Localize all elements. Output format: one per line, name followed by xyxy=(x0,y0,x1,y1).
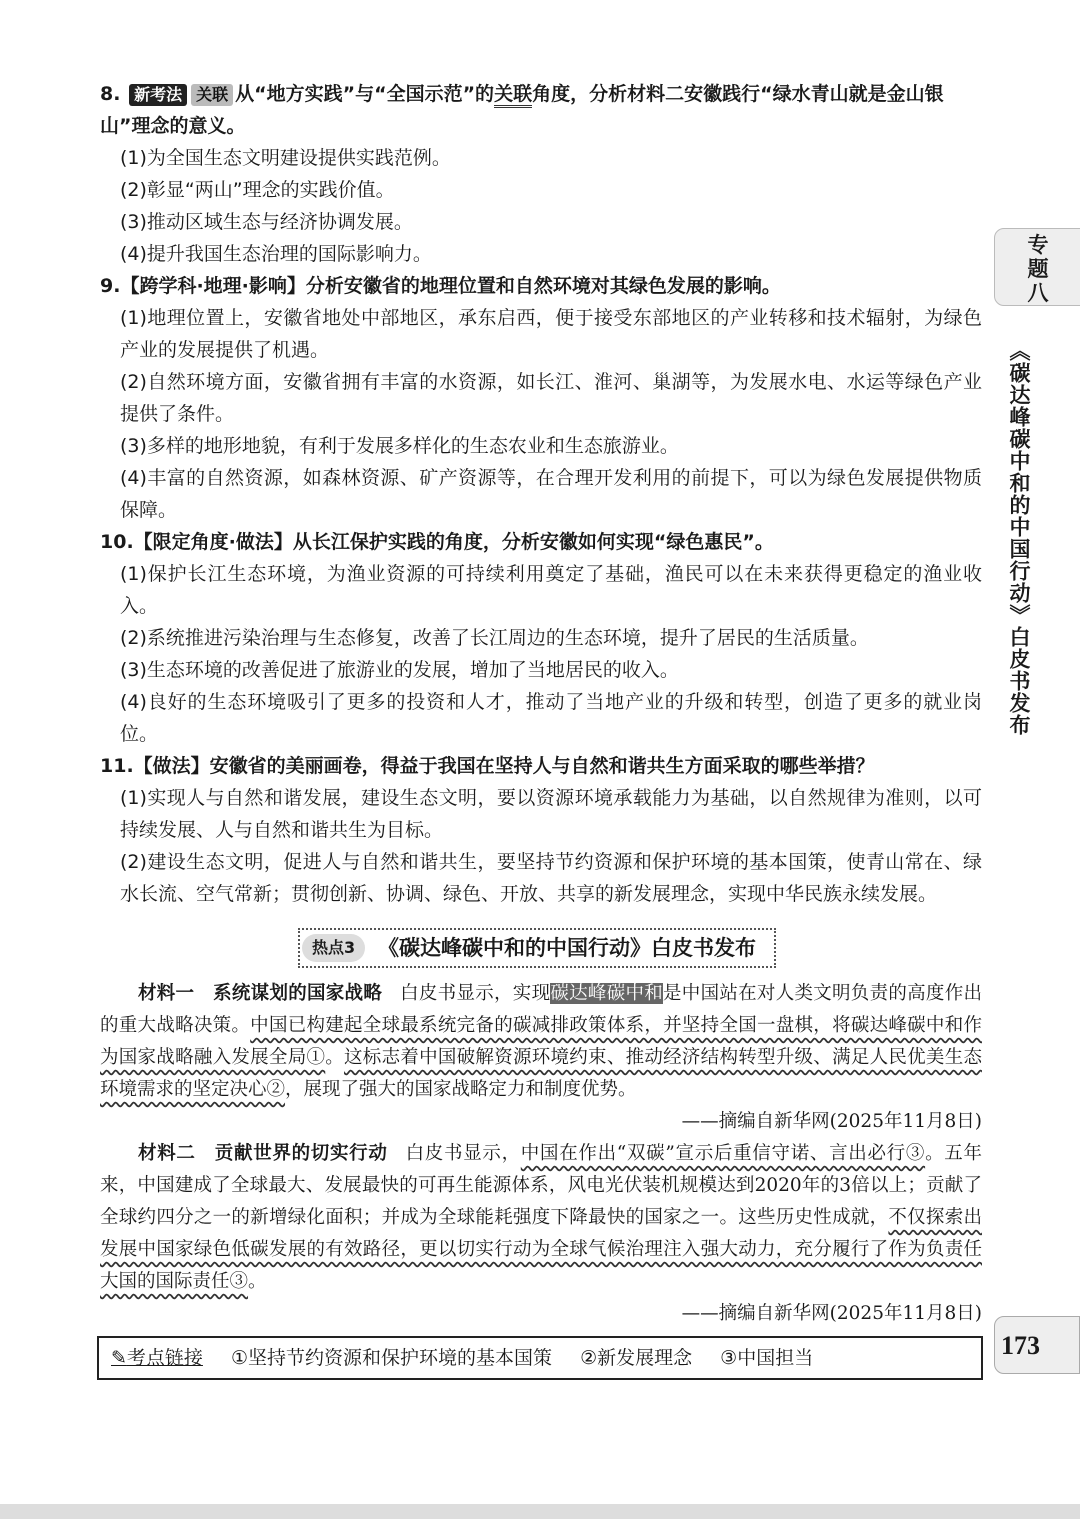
material-source: ——摘编自新华网(2025年11月8日) xyxy=(681,1303,982,1324)
hotspot-title: 《碳达峰碳中和的中国行动》白皮书发布 xyxy=(378,936,756,960)
question-number: 10. xyxy=(100,531,134,553)
answer-item: (4)良好的生态环境吸引了更多的投资和人才，推动了当地产业的升级和转型，创造了更多的就业岗位。 xyxy=(120,691,982,745)
question-8 xyxy=(100,78,982,142)
questions-section xyxy=(100,78,982,910)
hotspot-tag: 热点3 xyxy=(302,934,365,962)
answer-item: (4)丰富的自然资源，如森林资源、矿产资源等，在合理开发利用的前提下，可以为绿色发展提供物质保障。 xyxy=(120,467,982,521)
answer-item: (3)多样的地形地貌，有利于发展多样化的生态农业和生态旅游业。 xyxy=(120,435,679,457)
exam-point-item: ②新发展理念 xyxy=(580,1347,693,1369)
answer-item: (4)提升我国生态治理的国际影响力。 xyxy=(120,243,432,265)
material-text: 白皮书显示，实现 xyxy=(400,983,551,1004)
question-11 xyxy=(100,750,982,782)
answer-item: (3)生态环境的改善促进了旅游业的发展，增加了当地居民的收入。 xyxy=(120,659,679,681)
material-text: ，展现了强大的国家战略定力和制度优势。 xyxy=(285,1079,637,1100)
answer-item: (1)地理位置上，安徽省地处中部地区，承东启西，便于接受东部地区的产业转移和技术辐射，为绿色产业的发展提供了机遇。 xyxy=(120,307,982,361)
side-vertical-title: 《碳达峰碳中和的中国行动》白皮书发布 xyxy=(1007,340,1031,736)
chapter-tab-label: 专题八 xyxy=(1027,233,1049,305)
wavy-underlined-text: 不仅探索出发展中国家绿色低碳发展的有效路径，更以切实行动为全球气候治理注入强大动力，充分履行了作为负责任大国的国际责任③ xyxy=(100,1207,982,1292)
answer-item: (2)彰显“两山”理念的实践价值。 xyxy=(120,179,395,201)
exam-point-label-text: 考点链接 xyxy=(126,1347,203,1369)
question-text: 【限定角度·做法】从长江保护实践的角度，分析安徽如何实现“绿色惠民”。 xyxy=(133,531,774,553)
material-heading: 材料二 贡献世界的切实行动 xyxy=(138,1143,388,1164)
highlighted-term: 碳达峰碳中和 xyxy=(550,983,664,1004)
question-text: 角度，分析材料二安徽践行“绿水青山就是金山银山”理念的意义。 xyxy=(100,83,944,137)
answer-item: (2)自然环境方面，安徽省拥有丰富的水资源，如长江、淮河、巢湖等，为发展水电、水运等绿色产业提供了条件。 xyxy=(120,371,982,425)
material-one xyxy=(100,978,982,1106)
material-text: 是中国站在对人类文明负责的高度作出的重大战略决策。 xyxy=(100,983,982,1036)
answer-item: (2)系统推进污染治理与生态修复，改善了长江周边的生态环境，提升了居民的生活质量。 xyxy=(120,627,869,649)
wavy-underlined-text: 这标志着中国破解资源环境约束、推动经济结构转型升级、满足人民优美生态环境需求的坚定决心② xyxy=(100,1047,982,1100)
question-text: 从“地方实践”与“全国示范”的 xyxy=(235,83,495,105)
question-number: 11. xyxy=(100,755,134,777)
question-number: 9. xyxy=(100,275,121,297)
question-text: 【做法】安徽省的美丽画卷，得益于我国在坚持人与自然和谐共生方面采取的哪些举措？ xyxy=(133,755,875,777)
wavy-underlined-text: 中国已构建起全球最系统完备的碳减排政策体系，并坚持全国一盘棋，将碳达峰碳中和作为国家战略融入发展全局① xyxy=(100,1015,982,1068)
materials-section xyxy=(100,978,982,1330)
hotspot-banner xyxy=(298,928,776,968)
answer-item: (1)实现人与自然和谐发展，建设生态文明，要以资源环境承载能力为基础，以自然规律为准则，以可持续发展、人与自然和谐共生为目标。 xyxy=(120,787,982,841)
exam-point-label xyxy=(111,1347,203,1369)
page-number: 173 xyxy=(994,1316,1080,1374)
pencil-icon: ✎ xyxy=(111,1347,127,1369)
material-text: 白皮书显示， xyxy=(405,1143,521,1164)
answer-item: (1)为全国生态文明建设提供实践范例。 xyxy=(120,147,451,169)
material-source: ——摘编自新华网(2025年11月8日) xyxy=(681,1111,982,1132)
exam-point-link-box xyxy=(97,1336,983,1380)
material-text: 。 xyxy=(248,1271,267,1292)
emphasis-text: 关联 xyxy=(494,83,532,108)
question-10 xyxy=(100,526,982,558)
question-number: 8. xyxy=(100,83,121,105)
material-two xyxy=(100,1138,982,1298)
material-text: 。五年来，中国建成了全球最大、发展最快的可再生能源体系，风电光伏装机规模达到2020年的3倍以上；贡献了全球约四分之一的新增绿化面积；并成为全球能耗强度下降最快的国家之一。这些历史性成就， xyxy=(100,1143,982,1228)
wavy-underlined-text: 中国在作出“双碳”宣示后重信守诺、言出必行③ xyxy=(520,1143,926,1164)
answer-item: (1)保护长江生态环境，为渔业资源的可持续利用奠定了基础，渔民可以在未来获得更稳定的渔业收入。 xyxy=(120,563,982,617)
answer-item: (3)推动区域生态与经济协调发展。 xyxy=(120,211,413,233)
material-heading: 材料一 系统谋划的国家战略 xyxy=(138,983,383,1004)
answer-item: (2)建设生态文明，促进人与自然和谐共生，要坚持节约资源和保护环境的基本国策，使青山常在、绿水长流、空气常新；贯彻创新、协调、绿色、开放、共享的新发展理念，实现中华民族永续发展。 xyxy=(120,851,982,905)
new-method-badge: 新考法 xyxy=(129,84,187,106)
question-text: 【跨学科·地理·影响】分析安徽省的地理位置和自然环境对其绿色发展的影响。 xyxy=(120,275,781,297)
question-9 xyxy=(100,270,982,302)
exam-point-item: ③中国担当 xyxy=(720,1347,814,1369)
exam-point-item: ①坚持节约资源和保护环境的基本国策 xyxy=(230,1347,553,1369)
chapter-tab xyxy=(994,228,1080,306)
bottom-bar xyxy=(0,1504,1080,1519)
link-badge: 关联 xyxy=(191,84,233,106)
material-text: 。 xyxy=(325,1047,345,1068)
